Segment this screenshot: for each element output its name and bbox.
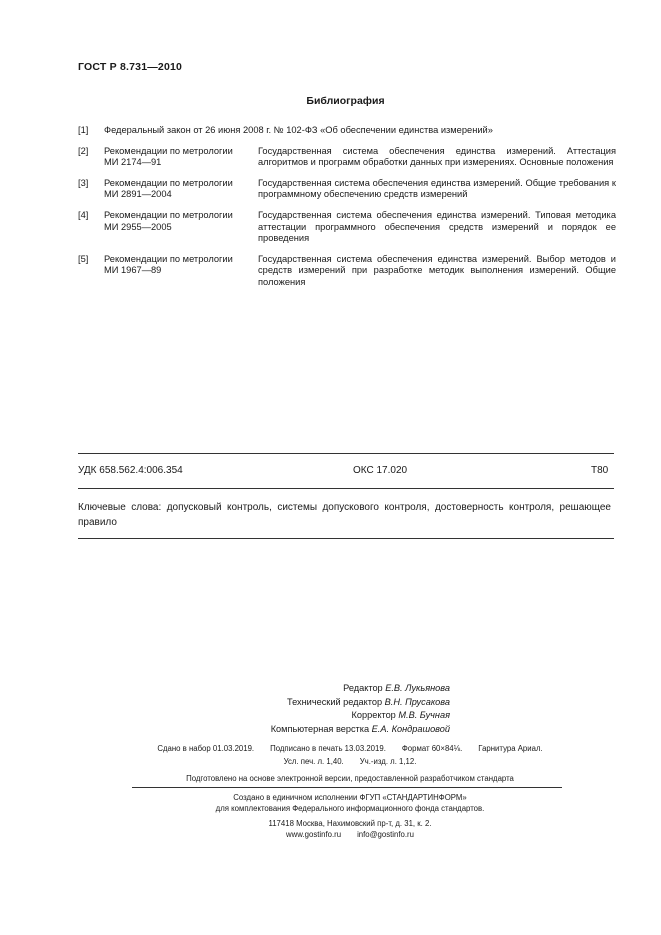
imprint-contacts bbox=[70, 829, 630, 840]
editor-role: Редактор bbox=[343, 683, 383, 693]
divider-middle bbox=[78, 488, 614, 489]
entry-number: [4] bbox=[78, 209, 89, 220]
editors-block bbox=[200, 682, 450, 736]
imprint-prepared: Подготовлено на основе электронной версии, предоставленной разработчиком стандарта bbox=[186, 774, 514, 783]
entry-source-type: Рекомендации по метрологии bbox=[104, 209, 233, 220]
bibliography-entry bbox=[78, 210, 616, 245]
entry-source-code: МИ 2174—91 bbox=[104, 157, 162, 168]
entry-source-code: МИ 2891—2004 bbox=[104, 189, 172, 200]
entry-source-code: МИ 2955—2005 bbox=[104, 221, 172, 232]
entry-number: [2] bbox=[78, 145, 89, 156]
editor-role: Компьютерная верстка bbox=[270, 723, 370, 734]
bibliography-title: Библиография bbox=[306, 95, 385, 107]
imprint-address: 117418 Москва, Нахимовский пр-т, д. 31, к. 2. bbox=[268, 819, 432, 828]
imprint-sheets bbox=[70, 756, 630, 767]
bibliography-entry bbox=[78, 254, 616, 289]
entry-source bbox=[104, 146, 258, 169]
bibliography-entry bbox=[78, 125, 616, 137]
imprint-created-1: Создано в единичном исполнении ФГУП «СТАНДАРТИНФОРМ» bbox=[233, 793, 467, 802]
editor-name: Е.В. Лукьянова bbox=[385, 683, 450, 693]
oks-code: ОКС 17.020 bbox=[353, 465, 408, 476]
imprint-print-details bbox=[70, 743, 630, 754]
editor-name: М.В. Бучная bbox=[398, 710, 450, 720]
entry-text: Государственная система обеспечения единства измерений. Типовая методика аттестации программного обеспечения средств измерений и порядок ее проведения bbox=[258, 209, 616, 244]
divider-top bbox=[78, 453, 614, 454]
bibliography-entry bbox=[78, 146, 616, 169]
imprint-site: www.gostinfo.ru bbox=[286, 830, 342, 839]
imprint-format: Формат 60×84⅛. bbox=[401, 744, 463, 753]
entry-number: [3] bbox=[78, 177, 89, 188]
bibliography-entry bbox=[78, 178, 616, 201]
entry-source bbox=[104, 178, 258, 201]
document-id: ГОСТ Р 8.731—2010 bbox=[78, 61, 183, 73]
editor-line bbox=[200, 723, 450, 737]
editor-line bbox=[200, 696, 450, 710]
imprint-created-2: для комплектования Федерального информационного фонда стандартов. bbox=[215, 804, 485, 813]
editor-name: В.Н. Прусакова bbox=[384, 696, 450, 707]
udk-code: УДК 658.562.4:006.354 bbox=[78, 465, 183, 476]
imprint-signed: Подписано в печать 13.03.2019. bbox=[270, 744, 386, 753]
entry-text: Государственная система обеспечения единства измерений. Выбор методов и средств измерений при разработке методик выполнения измерений. Общие положения bbox=[258, 253, 616, 287]
entry-number: [1] bbox=[78, 125, 89, 135]
divider-bottom bbox=[78, 538, 614, 539]
entry-source-type: Рекомендации по метрологии bbox=[104, 253, 233, 264]
editor-role: Технический редактор bbox=[287, 696, 383, 707]
entry-source bbox=[104, 254, 258, 289]
bibliography-list bbox=[78, 125, 616, 298]
entry-source bbox=[104, 210, 258, 245]
editor-name: Е.А. Кондрашовой bbox=[371, 723, 450, 734]
imprint-print-sheets: Усл. печ. л. 1,40. bbox=[283, 757, 344, 766]
editor-line bbox=[200, 709, 450, 723]
imprint-edition-sheets: Уч.-изд. л. 1,12. bbox=[359, 757, 417, 766]
imprint-email: info@gostinfo.ru bbox=[357, 830, 414, 839]
editor-line bbox=[200, 682, 450, 696]
entry-text: Государственная система обеспечения единства измерений. Аттестация алгоритмов и программ обработки данных при измерениях. Основные положения bbox=[258, 145, 616, 168]
keywords: Ключевые слова: допусковый контроль, системы допускового контроля, достоверность контроля, решающее правило bbox=[78, 502, 611, 528]
entry-text: Государственная система обеспечения единства измерений. Общие требования к программному обеспечению средств измерений bbox=[258, 177, 616, 200]
imprint-typeface: Гарнитура Ариал. bbox=[478, 744, 543, 753]
editor-role: Корректор bbox=[351, 710, 396, 720]
entry-text: Федеральный закон от 26 июня 2008 г. № 102-ФЗ «Об обеспечении единства измерений» bbox=[104, 125, 493, 135]
entry-source-type: Рекомендации по метрологии bbox=[104, 177, 233, 188]
imprint-handed: Сдано в набор 01.03.2019. bbox=[157, 744, 255, 753]
entry-source-code: МИ 1967—89 bbox=[104, 265, 162, 276]
group-code: Т80 bbox=[591, 465, 609, 476]
entry-number: [5] bbox=[78, 253, 89, 264]
imprint-divider bbox=[132, 787, 562, 788]
entry-source-type: Рекомендации по метрологии bbox=[104, 145, 233, 156]
